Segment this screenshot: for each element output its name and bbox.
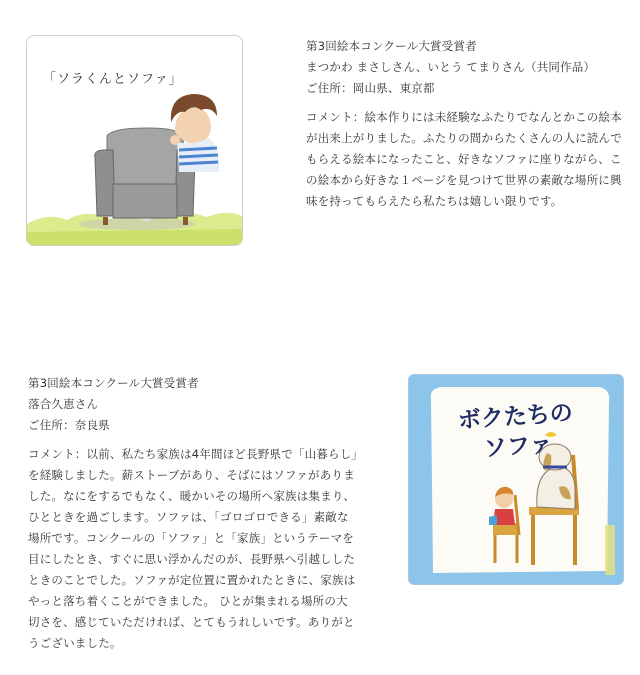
comment: コメント：以前、私たち家族は4年間ほど長野県で「山暮らし」を経験しました。薪ストーブがあり、そばにはソファがありました。なにをするでもなく、暖かいその場所へ家族は集まり、ひとときを過ごします。ソファは、「ゴロゴロできる」素敵な場所です。コンクールの「ソファ」と「家族」というテーマを目にしたとき、すぐに思い浮かんだのが、長野県へ引越ししたときのことでした。ソファが定位置に置かれたときに、家族はやっと落ち着くことができました。 ひとが集まれる場所の大切さを、感じていただければ、とてもうれしいです。ありがとうございました。: [28, 447, 358, 650]
cover-title: 「ソラくんとソファ」: [43, 72, 183, 87]
residence: ご住所：岡山県、東京都: [306, 81, 435, 95]
cover-title-line-1: ボクたちの: [457, 400, 574, 435]
book-cover-sora: [26, 35, 243, 246]
cover-title: [457, 399, 576, 467]
award-line: 第3回絵本コンクール大賞受賞者: [306, 39, 477, 53]
award-line: 第3回絵本コンクール大賞受賞者: [28, 376, 199, 390]
cover-title-line-2: ソファ: [483, 431, 554, 463]
author-names: まつかわ まさしさん、いとう てまりさん（共同作品）: [306, 60, 596, 74]
residence: ご住所：奈良県: [28, 418, 110, 432]
book-cover-bokutachi: [408, 374, 624, 585]
entry-1-text: [306, 36, 626, 212]
entry-2-text: [28, 373, 358, 654]
comment: コメント：絵本作りには未経験なふたりでなんとかこの絵本が出来上がりました。ふたりの間からたくさんの人に読んでもらえる絵本になったこと、好きなソファに座りながら、この絵本から好きな１ページを見つけて世界の素敵な場所に興味を持ってもらえたら私たちは嬉しい限りです。: [306, 110, 622, 208]
author-names: 落合久恵さん: [28, 397, 99, 411]
